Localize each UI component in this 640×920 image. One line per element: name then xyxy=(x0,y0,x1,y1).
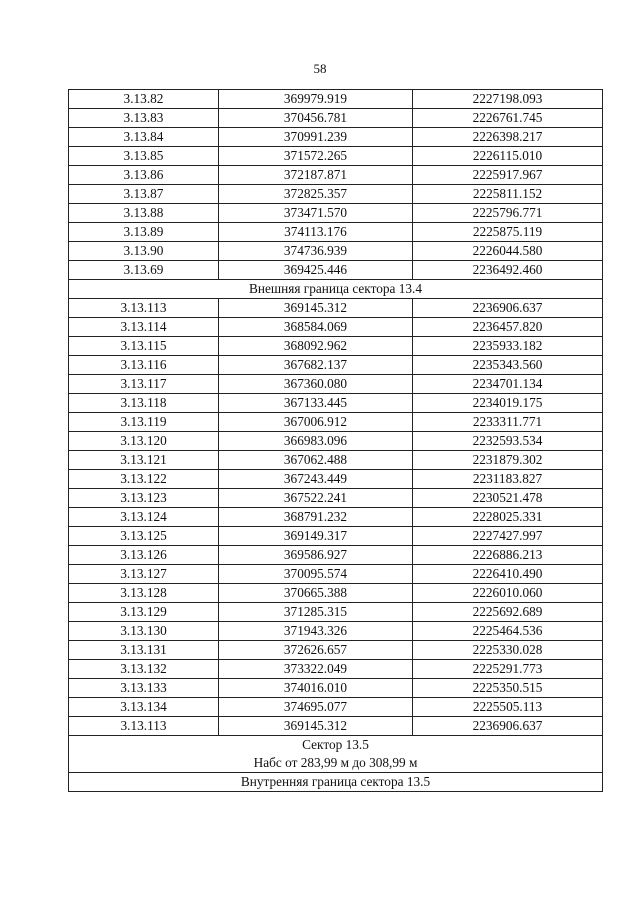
x-coordinate-cell: 367243.449 xyxy=(219,470,413,489)
y-coordinate-cell: 2232593.534 xyxy=(413,432,603,451)
point-number-cell: 3.13.119 xyxy=(69,413,219,432)
coordinates-table-body xyxy=(69,90,603,792)
y-coordinate-cell: 2225350.515 xyxy=(413,679,603,698)
table-row xyxy=(69,584,603,603)
y-coordinate-cell: 2236492.460 xyxy=(413,261,603,280)
section-heading-row xyxy=(69,280,603,299)
section-heading-row xyxy=(69,773,603,792)
point-number-cell: 3.13.90 xyxy=(69,242,219,261)
x-coordinate-cell: 370095.574 xyxy=(219,565,413,584)
x-coordinate-cell: 369145.312 xyxy=(219,717,413,736)
x-coordinate-cell: 370456.781 xyxy=(219,109,413,128)
x-coordinate-cell: 367522.241 xyxy=(219,489,413,508)
table-row xyxy=(69,660,603,679)
x-coordinate-cell: 367360.080 xyxy=(219,375,413,394)
point-number-cell: 3.13.117 xyxy=(69,375,219,394)
table-row xyxy=(69,166,603,185)
table-row xyxy=(69,242,603,261)
point-number-cell: 3.13.126 xyxy=(69,546,219,565)
y-coordinate-cell: 2231879.302 xyxy=(413,451,603,470)
y-coordinate-cell: 2236457.820 xyxy=(413,318,603,337)
x-coordinate-cell: 373471.570 xyxy=(219,204,413,223)
table-row xyxy=(69,622,603,641)
point-number-cell: 3.13.121 xyxy=(69,451,219,470)
x-coordinate-cell: 369979.919 xyxy=(219,90,413,109)
y-coordinate-cell: 2233311.771 xyxy=(413,413,603,432)
section-heading-cell xyxy=(69,280,603,299)
table-row xyxy=(69,432,603,451)
x-coordinate-cell: 372626.657 xyxy=(219,641,413,660)
table-row xyxy=(69,318,603,337)
point-number-cell: 3.13.118 xyxy=(69,394,219,413)
point-number-cell: 3.13.113 xyxy=(69,299,219,318)
y-coordinate-cell: 2225811.152 xyxy=(413,185,603,204)
y-coordinate-cell: 2234019.175 xyxy=(413,394,603,413)
section-heading-line: Внешняя граница сектора 13.4 xyxy=(248,281,423,296)
y-coordinate-cell: 2226010.060 xyxy=(413,584,603,603)
table-row xyxy=(69,413,603,432)
x-coordinate-cell: 371943.326 xyxy=(219,622,413,641)
table-row xyxy=(69,641,603,660)
table-row xyxy=(69,147,603,166)
y-coordinate-cell: 2226886.213 xyxy=(413,546,603,565)
x-coordinate-cell: 368584.069 xyxy=(219,318,413,337)
table-row xyxy=(69,508,603,527)
x-coordinate-cell: 367062.488 xyxy=(219,451,413,470)
x-coordinate-cell: 374113.176 xyxy=(219,223,413,242)
x-coordinate-cell: 368092.962 xyxy=(219,337,413,356)
point-number-cell: 3.13.84 xyxy=(69,128,219,147)
y-coordinate-cell: 2225917.967 xyxy=(413,166,603,185)
table-row xyxy=(69,204,603,223)
point-number-cell: 3.13.130 xyxy=(69,622,219,641)
y-coordinate-cell: 2227427.997 xyxy=(413,527,603,546)
table-row xyxy=(69,90,603,109)
section-heading-row xyxy=(69,736,603,773)
x-coordinate-cell: 367006.912 xyxy=(219,413,413,432)
section-heading-line: Внутренняя граница сектора 13.5 xyxy=(240,774,431,789)
section-heading-line: Набс от 283,99 м до 308,99 м xyxy=(253,755,418,770)
table-row xyxy=(69,185,603,204)
point-number-cell: 3.13.120 xyxy=(69,432,219,451)
point-number-cell: 3.13.69 xyxy=(69,261,219,280)
point-number-cell: 3.13.83 xyxy=(69,109,219,128)
table-row xyxy=(69,261,603,280)
point-number-cell: 3.13.115 xyxy=(69,337,219,356)
y-coordinate-cell: 2226761.745 xyxy=(413,109,603,128)
x-coordinate-cell: 374016.010 xyxy=(219,679,413,698)
x-coordinate-cell: 367682.137 xyxy=(219,356,413,375)
section-heading-line: Сектор 13.5 xyxy=(302,737,369,752)
point-number-cell: 3.13.125 xyxy=(69,527,219,546)
table-row xyxy=(69,337,603,356)
table-row xyxy=(69,128,603,147)
table-row xyxy=(69,565,603,584)
point-number-cell: 3.13.129 xyxy=(69,603,219,622)
x-coordinate-cell: 369149.317 xyxy=(219,527,413,546)
point-number-cell: 3.13.124 xyxy=(69,508,219,527)
point-number-cell: 3.13.133 xyxy=(69,679,219,698)
x-coordinate-cell: 369145.312 xyxy=(219,299,413,318)
table-row xyxy=(69,698,603,717)
y-coordinate-cell: 2236906.637 xyxy=(413,717,603,736)
point-number-cell: 3.13.114 xyxy=(69,318,219,337)
y-coordinate-cell: 2234701.134 xyxy=(413,375,603,394)
x-coordinate-cell: 369425.446 xyxy=(219,261,413,280)
x-coordinate-cell: 372825.357 xyxy=(219,185,413,204)
table-row xyxy=(69,109,603,128)
x-coordinate-cell: 366983.096 xyxy=(219,432,413,451)
table-row xyxy=(69,451,603,470)
x-coordinate-cell: 374736.939 xyxy=(219,242,413,261)
y-coordinate-cell: 2226044.580 xyxy=(413,242,603,261)
table-row xyxy=(69,394,603,413)
point-number-cell: 3.13.123 xyxy=(69,489,219,508)
y-coordinate-cell: 2231183.827 xyxy=(413,470,603,489)
y-coordinate-cell: 2227198.093 xyxy=(413,90,603,109)
point-number-cell: 3.13.128 xyxy=(69,584,219,603)
point-number-cell: 3.13.86 xyxy=(69,166,219,185)
y-coordinate-cell: 2236906.637 xyxy=(413,299,603,318)
table-row xyxy=(69,223,603,242)
table-row xyxy=(69,717,603,736)
table-row xyxy=(69,527,603,546)
y-coordinate-cell: 2226115.010 xyxy=(413,147,603,166)
point-number-cell: 3.13.131 xyxy=(69,641,219,660)
table-row xyxy=(69,489,603,508)
point-number-cell: 3.13.116 xyxy=(69,356,219,375)
y-coordinate-cell: 2226410.490 xyxy=(413,565,603,584)
x-coordinate-cell: 374695.077 xyxy=(219,698,413,717)
section-heading-cell xyxy=(69,736,603,773)
point-number-cell: 3.13.82 xyxy=(69,90,219,109)
y-coordinate-cell: 2226398.217 xyxy=(413,128,603,147)
y-coordinate-cell: 2230521.478 xyxy=(413,489,603,508)
point-number-cell: 3.13.89 xyxy=(69,223,219,242)
x-coordinate-cell: 368791.232 xyxy=(219,508,413,527)
point-number-cell: 3.13.113 xyxy=(69,717,219,736)
y-coordinate-cell: 2228025.331 xyxy=(413,508,603,527)
table-row xyxy=(69,375,603,394)
coordinates-table xyxy=(68,89,603,792)
point-number-cell: 3.13.88 xyxy=(69,204,219,223)
point-number-cell: 3.13.127 xyxy=(69,565,219,584)
y-coordinate-cell: 2225796.771 xyxy=(413,204,603,223)
x-coordinate-cell: 367133.445 xyxy=(219,394,413,413)
x-coordinate-cell: 371572.265 xyxy=(219,147,413,166)
table-row xyxy=(69,470,603,489)
y-coordinate-cell: 2235933.182 xyxy=(413,337,603,356)
x-coordinate-cell: 371285.315 xyxy=(219,603,413,622)
page-number: 58 xyxy=(313,61,327,76)
section-heading-cell xyxy=(69,773,603,792)
y-coordinate-cell: 2225291.773 xyxy=(413,660,603,679)
table-row xyxy=(69,546,603,565)
point-number-cell: 3.13.87 xyxy=(69,185,219,204)
y-coordinate-cell: 2225505.113 xyxy=(413,698,603,717)
point-number-cell: 3.13.122 xyxy=(69,470,219,489)
table-row xyxy=(69,679,603,698)
table-row xyxy=(69,299,603,318)
y-coordinate-cell: 2225464.536 xyxy=(413,622,603,641)
y-coordinate-cell: 2225875.119 xyxy=(413,223,603,242)
x-coordinate-cell: 372187.871 xyxy=(219,166,413,185)
x-coordinate-cell: 373322.049 xyxy=(219,660,413,679)
point-number-cell: 3.13.85 xyxy=(69,147,219,166)
y-coordinate-cell: 2235343.560 xyxy=(413,356,603,375)
table-row xyxy=(69,356,603,375)
table-row xyxy=(69,603,603,622)
x-coordinate-cell: 369586.927 xyxy=(219,546,413,565)
x-coordinate-cell: 370665.388 xyxy=(219,584,413,603)
y-coordinate-cell: 2225330.028 xyxy=(413,641,603,660)
point-number-cell: 3.13.132 xyxy=(69,660,219,679)
y-coordinate-cell: 2225692.689 xyxy=(413,603,603,622)
point-number-cell: 3.13.134 xyxy=(69,698,219,717)
x-coordinate-cell: 370991.239 xyxy=(219,128,413,147)
